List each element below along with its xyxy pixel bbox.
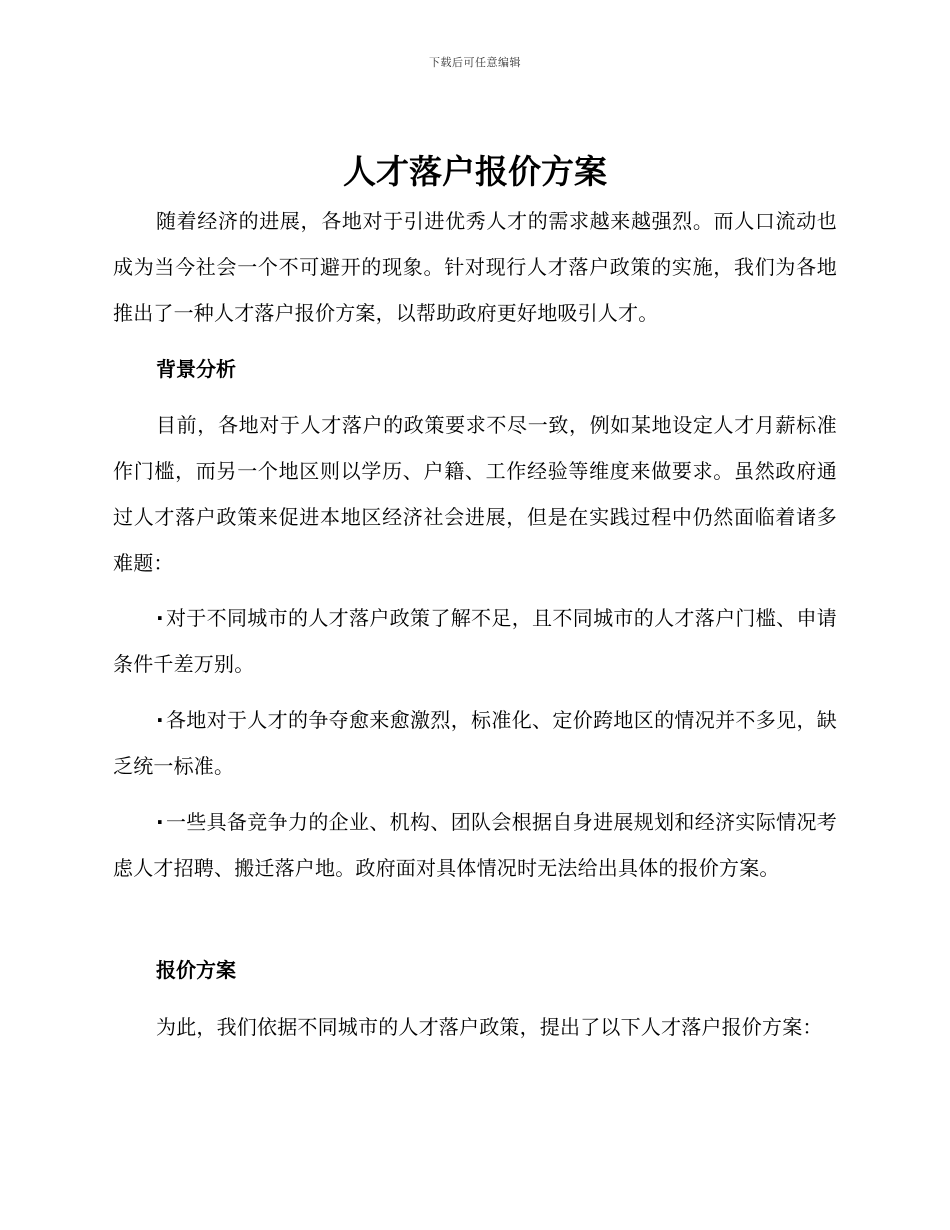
- section-heading-background: 背景分析: [156, 357, 236, 381]
- bullet-dot-icon: ·: [156, 810, 164, 834]
- bullet-text: 一些具备竞争力的企业、机构、团队会根据自身进展规划和经济实际情况考虑人才招聘、搬迁落户地。政府面对具体情况时无法给出具体的报价方案。: [113, 810, 837, 880]
- bullet-text: 各地对于人才的争夺愈来愈激烈，标准化、定价跨地区的情况并不多见，缺乏统一标准。: [113, 708, 837, 778]
- intro-paragraph: 随着经济的进展，各地对于引进优秀人才的需求越来越强烈。而人口流动也成为当今社会一个不可避开的现象。针对现行人才落户政策的实施，我们为各地推出了一种人才落户报价方案，以帮助政府更好地吸引人才。: [113, 209, 837, 325]
- section-heading-quote: 报价方案: [156, 958, 236, 982]
- bullet-dot-icon: ·: [156, 606, 164, 630]
- background-paragraph: 目前，各地对于人才落户的政策要求不尽一致，例如某地设定人才月薪标准作门槛，而另一个地区则以学历、户籍、工作经验等维度来做要求。虽然政府通过人才落户政策来促进本地区经济社会进展，但是在实践过程中仍然面临着诸多难题：: [113, 413, 837, 575]
- bullet-item-1: [113, 595, 837, 687]
- bullet-item-3: [113, 799, 837, 891]
- page-title: 人才落户报价方案: [343, 152, 607, 191]
- bullet-dot-icon: ·: [156, 708, 164, 732]
- header-note: 下载后可任意编辑: [429, 56, 521, 69]
- bullet-item-2: [113, 697, 837, 789]
- bullet-text: 对于不同城市的人才落户政策了解不足，且不同城市的人才落户门槛、申请条件千差万别。: [113, 606, 837, 676]
- quote-paragraph: 为此，我们依据不同城市的人才落户政策，提出了以下人才落户报价方案：: [156, 1015, 823, 1039]
